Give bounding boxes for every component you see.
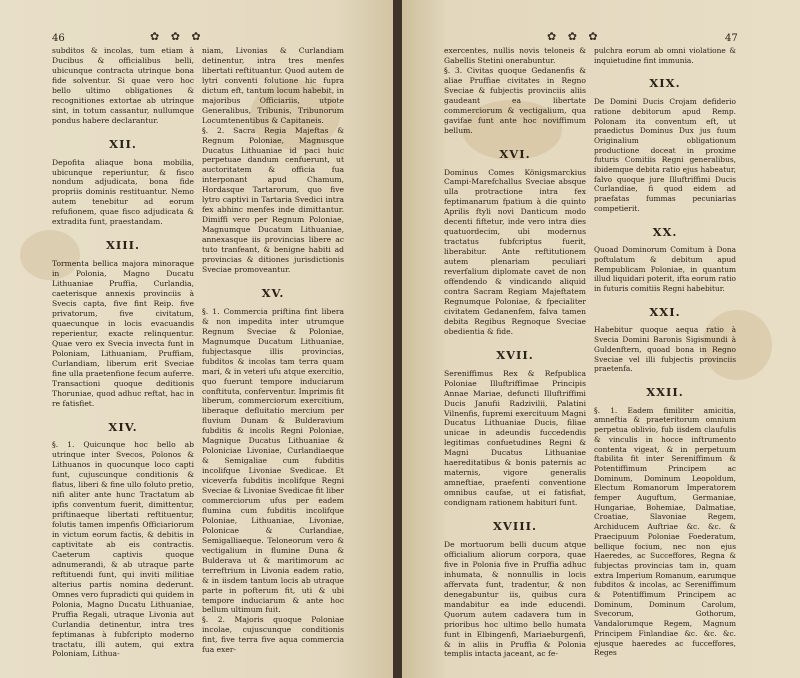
ornament-icon: ✿ ✿ ✿: [150, 30, 205, 43]
paragraph: §. 3. Civitas quoque Gedanenfis & aliae Pruffiae civitates in Regno Sveciae & fubjectis provinciis aliis gaudeant ea libertate commerciorum & vectigalium, qua gavifae funt ante hoc noviffimum bellum.: [444, 65, 586, 135]
text-column-left-2: [202, 46, 344, 655]
paragraph: Habebitur quoque aequa ratio à Svecia Domini Baronis Sigismundi à Guldenftern, quoad bona in Regno Sveciae vel illi fubjectis provinciis praetenfa.: [594, 325, 736, 374]
paragraph: Dominus Comes Königsmarckius Campi-Marefchallus Sveciae absque ulla protractione intra fex feptimanarum fpatium à die quinto Aprilis ftyli novi Danticum modo decenti fiftetur, inde vero intra dies quatuordecim, ubi modernus tractatus fubfcriptus fuerit, liberabitur. Ante reftitutionem autem plenariam peculiari reverfalium diplomate cavet de non offendendo & vindicando aliquid contra Sacram Regiam Majeftatem Regnumque Poloniae, & fpecialiter civitatem Gedanenfem, falva tamen debita Regibus Regnoque Sveciae obedientia & fide.: [444, 167, 586, 336]
section-heading: XX.: [652, 224, 678, 239]
paragraph: Sereniffimus Rex & Refpublica Poloniae Illuftriffimae Principis Annae Mariae, defuncti Illuftriffimi Ducis Janufii Radzivilii, Palatini Vilnenfis, fupremi exercituum Magni Ducatus Lithuaniae Ducis, filiae unicae in adeundis fuccedendis legitimas confuetudines Regni & Magni Ducatus Lithuaniae haereditatibus & bonis paternis ac maternis, vigore generalis amneftiae, praefenti conventione omnibus caufae, ut ei fatisfiat, condignam rationem habituri funt.: [444, 368, 586, 508]
paragraph: §. 1. Quicunque hoc bello ab utrinque inter Svecos, Polonos & Lithuanos in quocunque loco capti funt, cujuscunque conditionis & flatus, liberi & fine ullo foluto pretio, nifi aliter ante hunc Tractatum ab ipfis conventum fuerit, dimittentur, priftinaeque libertati reftituentur, folutis tamen impenfis Officiariorum in victum eorum factis, & debitis in captivitate ab eis contractis. Caeterum captivis quoque adnumerandi, & ab utraque parte reftituendi funt, qui inviti militiae alterius partis nomina dederunt. Omnes vero fupradicti qui quidem in Polonia, Magno Ducatu Lithuaniae, Pruffia Regali, utraque Livonia aut Curlandia detinentur, intra tres feptimanas à fubfcripto moderno tractatu, illi autem, qui extra Poloniam, Lithua-: [52, 440, 194, 659]
ornament-icon: ✿ ✿ ✿: [547, 30, 602, 43]
section-heading: XII.: [109, 136, 137, 151]
text-column-right-2: [594, 46, 736, 658]
paragraph: Tormenta bellica majora minoraque in Polonia, Magno Ducatu Lithuaniae Pruffia, Curlandia, caeterisque annexis provinciis à Svecis capta, five fint Reip. five privatorum, five civitatum, quaecunque in locis evacuandis reperientur, exacte relinquentur. Quae vero ex Svecia invecta funt in Poloniam, Lithuaniam, Pruffiam, Curlandiam, liberum erit Sveciae fine ulla praetenfione fecum auferre. Transactioni quoque deditionis Thoruniae, quod adhuc reftat, hac in re fatisfiet.: [52, 259, 194, 408]
paragraph: Depofita aliaque bona mobilia, ubicunque reperiuntur, & fisco nondum adjudicata, bona fide propriis dominis restituantur. Nemo autem tenebitur ad eorum refufionem, quae fisco adjudicata & extradita funt, praestandam.: [52, 157, 194, 227]
paragraph: pulchra eorum ab omni violatione & inquietudine fint immunia.: [594, 46, 736, 65]
section-heading: XXI.: [649, 304, 681, 319]
section-heading: XIII.: [105, 238, 141, 253]
page-number: 46: [52, 33, 65, 44]
section-heading: XVIII.: [493, 519, 537, 534]
paragraph: niam, Livonias & Curlandiam detinentur, intra tres menfes libertati reftituantur. Quod autem de lytri conventi folutione hic fupra dictum eft, tantum locum habebit, in majoribus Officiariis, utpote Generalibus, Tribunis, Tribunorum Locumtenentibus & Capitaneis.: [202, 46, 344, 125]
section-heading: XVI.: [499, 146, 531, 161]
section-heading: XIV.: [108, 419, 138, 434]
page-number: 47: [725, 33, 738, 44]
left-page: [0, 0, 393, 678]
section-heading: XV.: [261, 285, 285, 300]
paragraph: §. 2. Majoris quoque Poloniae incolae, cujuscunque conditionis fint, five terra five aqua commercia fua exer-: [202, 615, 344, 655]
section-heading: XIX.: [649, 76, 681, 91]
paragraph: §. 2. Sacra Regia Majeftas & Regnum Poloniae, Magnusque Ducatus Lithuaniae id paci huic perpetuae dandum cenfuerunt, ut auctoritatem & officia fua interponant apud Chamum, Hordasque Tartarorum, quo five lytro captivi in Tartaria Svedici intra fex abhinc menfes inde dimittantur. Dimiffi vero per Regnum Poloniae, Magnumque Ducatum Lithuaniae, annexasque iis provincias libere ac tuto tranfeant, & benigne habiti ad provincias & ditiones jurisdictionis Sveciae promoveantur.: [202, 125, 344, 274]
paragraph: De Domini Ducis Crojam defiderio ratione debitorum apud Remp. Polonam ita conventum eft, ut praedictus Dominus Dux jus fuum Originalium obligationum productione doceat in proxime futuris Comitiis Regni generalibus, ibidemque debita ratio ejus habeatur, falvo quoque jure Illuftriffimi Ducis Curlandiae, fi quod eidem ad praefatas fummas pecuniarias competierit.: [594, 97, 736, 213]
section-heading: XVII.: [496, 347, 534, 362]
section-heading: XXII.: [646, 384, 684, 399]
right-page: [402, 0, 800, 678]
paragraph: Quoad Dominorum Comitum à Dona poftulatum & debitum apud Rempublicam Poloniae, in quantum illud liquidari poterit, ifta eorum ratio in futuris comitiis Regni habebitur.: [594, 245, 737, 294]
book-gutter: [393, 0, 402, 678]
paragraph: exercentes, nullis novis teloneis & Gabellis Stetini onerabuntur.: [444, 46, 586, 65]
paragraph: §. 1. Eadem fimiliter amicitia, amneftia & praeteritorum omnium perpetua oblivio, fub iisdem claufulis & vinculis in hocce inftrumento contenta vigeat, & in perpetuum ftabilita fit inter Sereniffimum & Potentiffimum Principem ac Dominum, Dominum Leopoldum, Electum Romanorum Imperatorem femper Auguftum, Germaniae, Hungariae, Bohemiae, Dalmatiae, Croatiae, Slavoniae Regem, Archiducem Auftriae &c. &c. & Praecipuum Poloniae Foederatum, bellique focium, nec non ejus Haeredes, ac Succeffores, Regna & fubjectas provincias tam in, quam extra Imperium Romanum, earumque fubditos & incolas, ac Sereniffimum & Potentiffimum Principem ac Dominum, Dominum Carolum, Svecorum, Gothorum, Vandalorumque Regem, Magnum Principem Finlandiae &c. &c. &c. ejusque haeredes ac fucceffores, Reges: [594, 405, 736, 658]
paragraph: §. 1. Commercia priftina fint libera & non impedita inter utrumque Regnum Sveciae & Poloniae, Magnumque Ducatum Lithuaniae, fubjectasque illis provincias, fubditos & incolas tam terra quam mari, & in veteri ufu atque exercitio, quo fuerunt tempore induciarum conftituta, conferventur. Imprimis fit liberum, commerciorum exercitium, liberaque defluitatio mercium per fluvium Dunam & Bulderavium fubditis & incolis Regni Poloniae, Magnique Ducatus Lithuaniae & Poloniciae Livoniae, Curlandiaeque & Semigaliae cum fubditis incolifque Livoniae Svedicae. Et viceverfa fubditis incolifque Regni Sveciae & Livoniae Svedicae fit liber commerciorum ufus per eadem flumina cum fubditis incolifque Poloniae, Lithuaniae, Livoniae, Polonicae & Curlandiae, Semigalliaeque. Teloneorum vero & vectigalium in flumine Duna & Bulderava ut & maritimorum ac terreftrium in Livonia eadem ratio, & in iisdem tantum locis ab utraque parte in pofterum fit, uti & ubi tempore induciarum & ante hoc bellum ultimum fuit.: [202, 306, 344, 615]
text-column-left-1: [52, 46, 194, 659]
paragraph: subditos & incolas, tum etiam à Ducibus & officialibus belli, ubicunque contracta utrinque bona fide solventur. Si quae vero hoc bello ultimo obligationes & recognitiones extortae ab utrinque sint, in totum cassantur, nullumque pondus habere declarantur.: [52, 46, 194, 125]
paragraph: De mortuorum belli ducum atque officialium aliorum corpora, quae five in Polonia five in Pruffia adhuc inhumata, & nonnullis in locis affervata funt, tradentur, & non denegabuntur iis, quibus cura mandabitur ea inde educendi. Quorum autem cadavera tum in prioribus hoc ultimo bello humata funt in Elbingenfi, Mariaeburgenfi, & in aliis in Pruffia & Polonia templis intacta jaceant, ac fe-: [444, 539, 586, 659]
text-column-right-1: [444, 46, 586, 659]
